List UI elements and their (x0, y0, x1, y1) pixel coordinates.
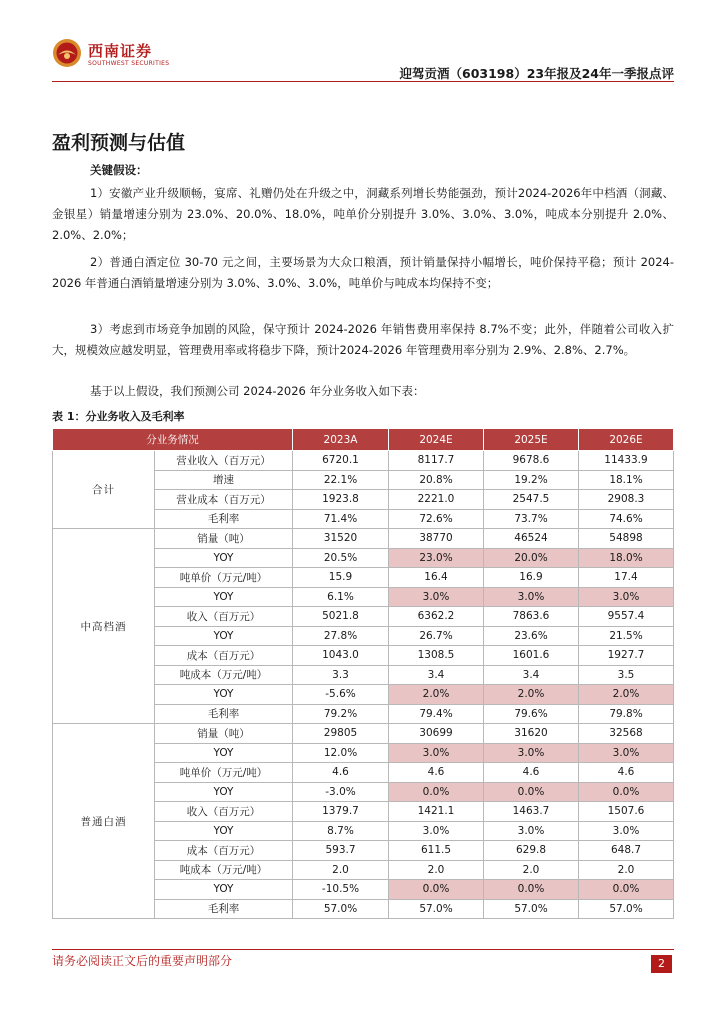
brand-name-en: SOUTHWEST SECURITIES (88, 60, 170, 67)
section-title: 盈利预测与估值 (52, 132, 186, 154)
row-label: YOY (155, 782, 293, 802)
value-cell: 611.5 (389, 841, 484, 861)
value-cell: 3.4 (389, 665, 484, 685)
value-cell: 79.6% (484, 704, 579, 724)
value-cell: 30699 (389, 724, 484, 744)
segment-group-label: 普通白酒 (53, 724, 155, 919)
value-cell: 3.0% (484, 587, 579, 607)
assumptions-heading: 关键假设： (90, 163, 148, 177)
header-cell-2024E: 2024E (389, 429, 484, 451)
table-row (53, 451, 674, 471)
value-cell: 12.0% (293, 743, 389, 763)
table-row (53, 529, 674, 549)
assumption-paragraph-2: 2）普通白酒定位 30-70 元之间，主要场景为大众口粮酒，预计销量保持小幅增长，吨价保持平稳；预计 2024-2026 年普通白酒销量增速分别为 3.0%、3.0%、3.0%，吨单价与吨成本均保持不变； (52, 255, 674, 290)
header-cell-2023A: 2023A (293, 429, 389, 451)
value-cell: 57.0% (293, 899, 389, 919)
row-label: 销量（吨） (155, 724, 293, 744)
value-cell: 16.9 (484, 568, 579, 588)
value-cell: 79.2% (293, 704, 389, 724)
row-label: YOY (155, 685, 293, 705)
value-cell: 26.7% (389, 626, 484, 646)
value-cell: 23.6% (484, 626, 579, 646)
row-label: 收入（百万元） (155, 802, 293, 822)
header-cell-segment: 分业务情况 (53, 429, 293, 451)
value-cell: 629.8 (484, 841, 579, 861)
value-cell: 79.8% (579, 704, 674, 724)
value-cell: 3.4 (484, 665, 579, 685)
value-cell: 2547.5 (484, 490, 579, 510)
value-cell: 22.1% (293, 470, 389, 490)
value-cell: -5.6% (293, 685, 389, 705)
row-label: YOY (155, 587, 293, 607)
value-cell: 17.4 (579, 568, 674, 588)
row-label: 营业收入（百万元） (155, 451, 293, 471)
value-cell: 3.5 (579, 665, 674, 685)
page-header (52, 38, 674, 82)
value-cell: 2221.0 (389, 490, 484, 510)
row-label: 吨单价（万元/吨） (155, 763, 293, 783)
segment-group-label: 中高档酒 (53, 529, 155, 724)
assumption-paragraph-3: 3）考虑到市场竞争加剧的风险，保守预计 2024-2026 年销售费用率保持 8.7%不变；此外，伴随着公司收入扩大，规模效应越发明显，管理费用率或将稳步下降，预计2024-2026 年管理费用率分别为 2.9%、2.8%、2.7%。 (52, 322, 674, 357)
value-cell: 0.0% (389, 880, 484, 900)
value-cell: -3.0% (293, 782, 389, 802)
value-cell: 1601.6 (484, 646, 579, 666)
header-cell-2026E: 2026E (579, 429, 674, 451)
value-cell: 4.6 (389, 763, 484, 783)
value-cell: 72.6% (389, 509, 484, 529)
value-cell: 3.0% (484, 743, 579, 763)
table-caption: 表 1：分业务收入及毛利率 (52, 410, 185, 423)
value-cell: 23.0% (389, 548, 484, 568)
value-cell: 15.9 (293, 568, 389, 588)
row-label: 营业成本（百万元） (155, 490, 293, 510)
row-label: 成本（百万元） (155, 646, 293, 666)
value-cell: 3.0% (389, 821, 484, 841)
table-body (53, 451, 674, 919)
value-cell: 2908.3 (579, 490, 674, 510)
value-cell: 2.0 (484, 860, 579, 880)
value-cell: 8117.7 (389, 451, 484, 471)
footer-divider (52, 949, 674, 950)
value-cell: 1463.7 (484, 802, 579, 822)
value-cell: 4.6 (579, 763, 674, 783)
value-cell: 3.0% (389, 587, 484, 607)
value-cell: 74.6% (579, 509, 674, 529)
row-label: YOY (155, 880, 293, 900)
value-cell: 3.0% (389, 743, 484, 763)
value-cell: 0.0% (579, 880, 674, 900)
brand-name-cn: 西南证券 (88, 42, 153, 60)
value-cell: 0.0% (484, 782, 579, 802)
value-cell: 3.0% (579, 821, 674, 841)
value-cell: 21.5% (579, 626, 674, 646)
value-cell: 6362.2 (389, 607, 484, 627)
value-cell: 4.6 (484, 763, 579, 783)
page-number: 2 (651, 955, 672, 973)
row-label: 吨成本（万元/吨） (155, 860, 293, 880)
value-cell: 3.3 (293, 665, 389, 685)
value-cell: 31620 (484, 724, 579, 744)
segment-revenue-table (52, 428, 674, 919)
value-cell: 2.0 (389, 860, 484, 880)
value-cell: 5021.8 (293, 607, 389, 627)
value-cell: 2.0% (484, 685, 579, 705)
value-cell: 593.7 (293, 841, 389, 861)
row-label: YOY (155, 548, 293, 568)
value-cell: 9557.4 (579, 607, 674, 627)
value-cell: 1043.0 (293, 646, 389, 666)
value-cell: 6.1% (293, 587, 389, 607)
value-cell: 20.5% (293, 548, 389, 568)
value-cell: 20.8% (389, 470, 484, 490)
value-cell: 38770 (389, 529, 484, 549)
row-label: 毛利率 (155, 509, 293, 529)
company-logo-icon (52, 38, 82, 68)
value-cell: 32568 (579, 724, 674, 744)
value-cell: 27.8% (293, 626, 389, 646)
value-cell: 0.0% (579, 782, 674, 802)
value-cell: 71.4% (293, 509, 389, 529)
value-cell: 54898 (579, 529, 674, 549)
value-cell: 1421.1 (389, 802, 484, 822)
row-label: 毛利率 (155, 899, 293, 919)
value-cell: 0.0% (484, 880, 579, 900)
value-cell: 19.2% (484, 470, 579, 490)
value-cell: 6720.1 (293, 451, 389, 471)
value-cell: 7863.6 (484, 607, 579, 627)
value-cell: 20.0% (484, 548, 579, 568)
value-cell: 8.7% (293, 821, 389, 841)
value-cell: 46524 (484, 529, 579, 549)
value-cell: 2.0% (579, 685, 674, 705)
row-label: 成本（百万元） (155, 841, 293, 861)
row-label: 吨单价（万元/吨） (155, 568, 293, 588)
value-cell: 3.0% (579, 587, 674, 607)
row-label: 吨成本（万元/吨） (155, 665, 293, 685)
value-cell: 11433.9 (579, 451, 674, 471)
value-cell: 2.0 (579, 860, 674, 880)
value-cell: 2.0 (293, 860, 389, 880)
header-divider (52, 81, 674, 82)
row-label: 毛利率 (155, 704, 293, 724)
value-cell: 9678.6 (484, 451, 579, 471)
value-cell: 1927.7 (579, 646, 674, 666)
value-cell: 73.7% (484, 509, 579, 529)
value-cell: 1507.6 (579, 802, 674, 822)
value-cell: 0.0% (389, 782, 484, 802)
value-cell: 1923.8 (293, 490, 389, 510)
row-label: 收入（百万元） (155, 607, 293, 627)
value-cell: 1379.7 (293, 802, 389, 822)
value-cell: 57.0% (579, 899, 674, 919)
value-cell: 16.4 (389, 568, 484, 588)
row-label: YOY (155, 626, 293, 646)
value-cell: 3.0% (484, 821, 579, 841)
assumption-paragraph-1: 1）安徽产业升级顺畅，宴席、礼赠仍处在升级之中，洞藏系列增长势能强劲，预计2024-2026年中档酒（洞藏、金银星）销量增速分别为 23.0%、20.0%、18.0%，吨单价分别提升 3.0%、3.0%、3.0%，吨成本分别提升 2.0%、2.0%、2.0%； (52, 186, 674, 242)
value-cell: 18.0% (579, 548, 674, 568)
forecast-intro: 基于以上假设，我们预测公司 2024-2026 年分业务收入如下表： (90, 384, 425, 398)
value-cell: 4.6 (293, 763, 389, 783)
report-title: 迎驾贡酒（603198）23年报及24年一季报点评 (399, 66, 674, 81)
value-cell: 3.0% (579, 743, 674, 763)
table-header-row (53, 429, 674, 451)
footer-disclaimer: 请务必阅读正文后的重要声明部分 (52, 954, 233, 968)
value-cell: 57.0% (389, 899, 484, 919)
value-cell: 648.7 (579, 841, 674, 861)
value-cell: 31520 (293, 529, 389, 549)
value-cell: 57.0% (484, 899, 579, 919)
row-label: 增速 (155, 470, 293, 490)
value-cell: 18.1% (579, 470, 674, 490)
value-cell: 29805 (293, 724, 389, 744)
table-row (53, 724, 674, 744)
value-cell: 79.4% (389, 704, 484, 724)
value-cell: -10.5% (293, 880, 389, 900)
header-cell-2025E: 2025E (484, 429, 579, 451)
row-label: 销量（吨） (155, 529, 293, 549)
row-label: YOY (155, 743, 293, 763)
value-cell: 2.0% (389, 685, 484, 705)
segment-group-label: 合计 (53, 451, 155, 529)
value-cell: 1308.5 (389, 646, 484, 666)
row-label: YOY (155, 821, 293, 841)
